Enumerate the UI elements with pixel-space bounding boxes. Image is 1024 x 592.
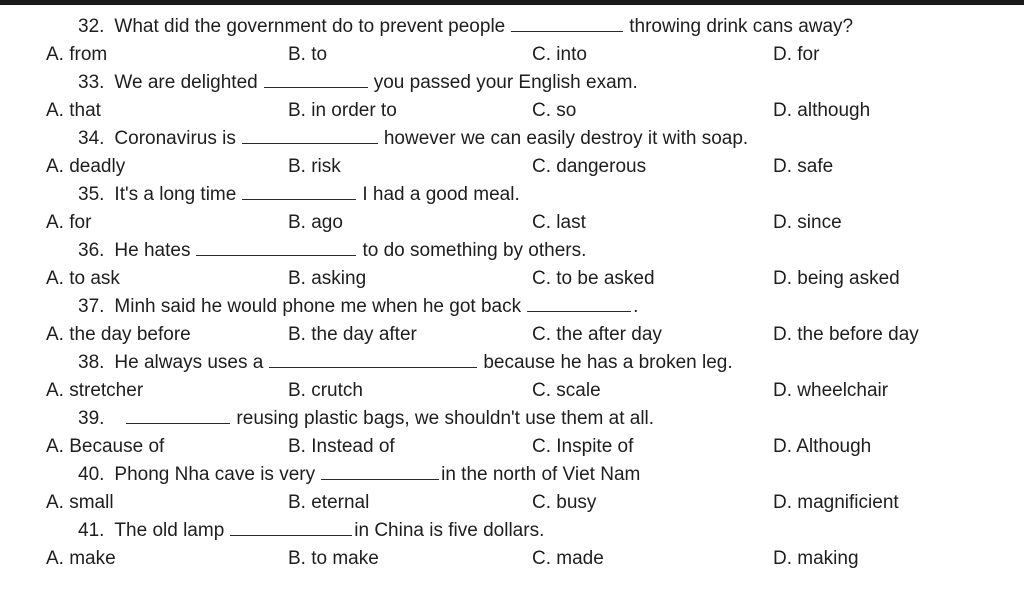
option-d: D. being asked [773, 268, 900, 289]
option-d: D. for [773, 44, 820, 65]
question-text-after: you passed your English exam. [373, 72, 638, 93]
question-number: 38. [78, 352, 105, 373]
option-b: B. Instead of [288, 436, 395, 457]
question-text-after: reusing plastic bags, we shouldn't use them at all. [236, 408, 655, 429]
answer-blank [126, 407, 230, 424]
option-a: A. the day before [46, 324, 191, 345]
question-40 [78, 463, 640, 487]
answer-blank [242, 127, 378, 144]
option-b: B. in order to [288, 100, 397, 121]
answer-blank [242, 183, 356, 200]
option-b: B. ago [288, 212, 343, 233]
option-a: A. make [46, 548, 116, 569]
option-b: B. risk [288, 156, 341, 177]
option-a: A. for [46, 212, 92, 233]
option-d: D. Although [773, 436, 872, 457]
answer-blank [264, 71, 368, 88]
option-d: D. since [773, 212, 842, 233]
option-b: B. to make [288, 548, 379, 569]
question-text-before: Coronavirus is [114, 128, 236, 149]
option-a: A. deadly [46, 156, 126, 177]
option-d: D. safe [773, 156, 834, 177]
option-c: C. dangerous [532, 156, 647, 177]
option-c: C. so [532, 100, 577, 121]
question-36 [78, 239, 586, 263]
question-text-before: What did the government do to prevent people [114, 16, 506, 37]
question-text-after: in the north of Viet Nam [441, 464, 641, 485]
answer-blank [230, 519, 352, 536]
question-number: 41. [78, 520, 105, 541]
question-text-before: We are delighted [114, 72, 258, 93]
question-text-before: He always uses a [114, 352, 264, 373]
option-c: C. Inspite of [532, 436, 634, 457]
question-41 [78, 519, 544, 543]
question-number: 35. [78, 184, 105, 205]
option-b: B. asking [288, 268, 367, 289]
question-text-after: however we can easily destroy it with soap. [383, 128, 749, 149]
answer-blank [511, 15, 623, 32]
question-37 [78, 295, 638, 319]
question-32 [78, 15, 853, 39]
question-text-after: in China is five dollars. [354, 520, 545, 541]
option-d: D. wheelchair [773, 380, 889, 401]
answer-blank [527, 295, 631, 312]
question-text-after: . [633, 296, 639, 317]
question-text-before: It's a long time [114, 184, 237, 205]
option-a: A. from [46, 44, 108, 65]
option-b: B. crutch [288, 380, 363, 401]
option-c: C. busy [532, 492, 597, 513]
option-a: A. to ask [46, 268, 120, 289]
question-text-after: because he has a broken leg. [483, 352, 733, 373]
option-a: A. Because of [46, 436, 165, 457]
option-a: A. that [46, 100, 101, 121]
question-number: 34. [78, 128, 105, 149]
question-34 [78, 127, 748, 151]
option-c: C. made [532, 548, 604, 569]
question-33 [78, 71, 638, 95]
option-b: B. the day after [288, 324, 417, 345]
option-a: A. stretcher [46, 380, 144, 401]
option-d: D. magnificient [773, 492, 899, 513]
option-c: C. last [532, 212, 586, 233]
answer-blank [196, 239, 356, 256]
question-text-after: throwing drink cans away? [629, 16, 854, 37]
question-number: 39. [78, 408, 105, 429]
question-number: 36. [78, 240, 105, 261]
question-number: 32. [78, 16, 105, 37]
option-b: B. eternal [288, 492, 370, 513]
option-d: D. although [773, 100, 871, 121]
question-text-before: Minh said he would phone me when he got back [114, 296, 522, 317]
answer-blank [269, 351, 477, 368]
question-38 [78, 351, 733, 375]
answer-blank [321, 463, 439, 480]
question-text-after: to do something by others. [362, 240, 587, 261]
question-number: 33. [78, 72, 105, 93]
question-text-before: Phong Nha cave is very [114, 464, 316, 485]
option-d: D. making [773, 548, 859, 569]
option-d: D. the before day [773, 324, 919, 345]
question-text-before: The old lamp [114, 520, 225, 541]
question-number: 40. [78, 464, 105, 485]
option-c: C. into [532, 44, 587, 65]
option-a: A. small [46, 492, 114, 513]
option-b: B. to [288, 44, 328, 65]
question-text-before: He hates [114, 240, 191, 261]
option-c: C. scale [532, 380, 601, 401]
option-c: C. the after day [532, 324, 662, 345]
option-c: C. to be asked [532, 268, 655, 289]
question-text-after: I had a good meal. [362, 184, 520, 205]
question-35 [78, 183, 520, 207]
question-39 [78, 407, 654, 431]
question-number: 37. [78, 296, 105, 317]
